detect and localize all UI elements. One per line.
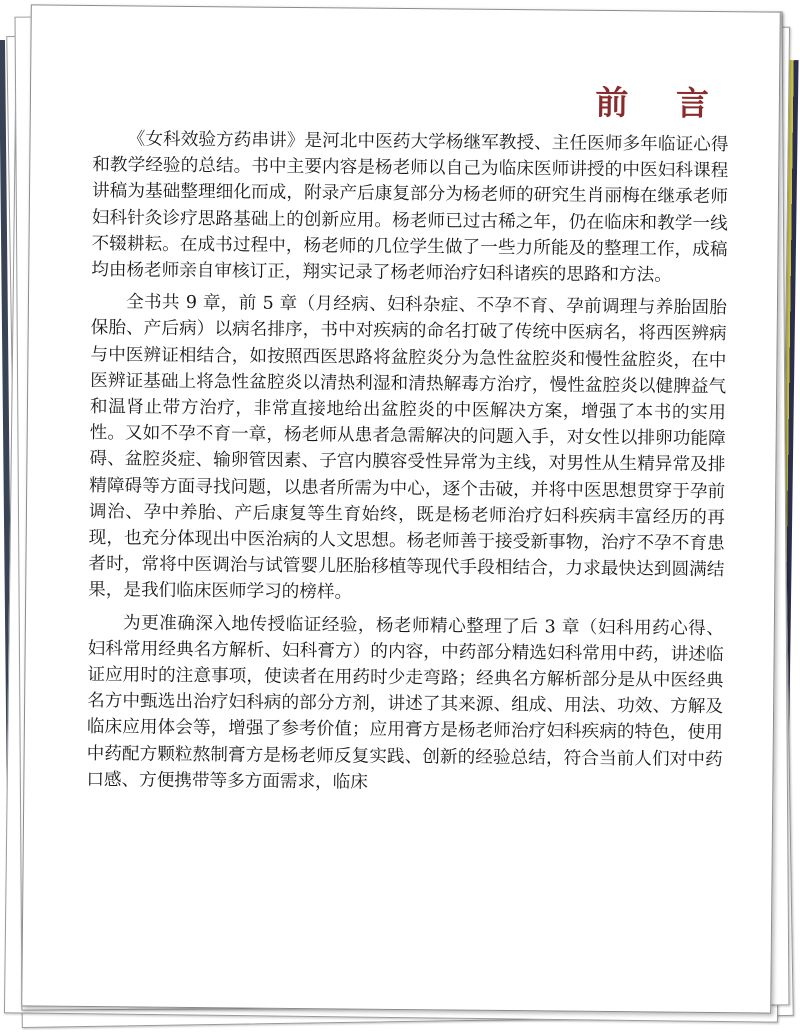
document-page bbox=[21, 4, 781, 1013]
paragraph-2: 全书共 9 章，前 5 章（月经病、妇科杂症、不孕不育、孕前调理与养胎固胎保胎、产后病）以病名排序，书中对疾病的命名打破了传统中医病名，将西医辨病与中医辨证相结合，如按照西医思路将盆腔炎分为急性盆腔炎和慢性盆腔炎，在中医辨证基础上将急性盆腔炎以清热利湿和清热解毒方治疗，慢性盆腔炎以健脾益气和温肾止带方治疗，非常直接地给出盆腔炎的中医解决方案，增强了本书的实用性。又如不孕不育一章，杨老师从患者急需解决的问题入手，对女性以排卵功能障碍、盆腔炎症、输卵管因素、子宫内膜容受性异常为主线，对男性从生精异常及排精障碍等方面寻找问题，以患者所需为中心，逐个击破，并将中医思想贯穿于孕前调治、孕中养胎、产后康复等生育始终，既是杨老师治疗妇科疾病丰富经历的再现，也充分体现出中医治病的人文思想。杨老师善于接受新事物，治疗不孕不育患者时，常将中医调治与试管婴儿胚胎移植等现代手段相结合，力求最快达到圆满结果，是我们临床医师学习的榜样。 bbox=[88, 292, 728, 603]
page-title: 前 言 bbox=[595, 82, 728, 124]
paragraph-1: 《女科效验方药串讲》是河北中医药大学杨继军教授、主任医师多年临证心得和教学经验的总结。书中主要内容是杨老师以自己为临床医师讲授的中医妇科课程讲稿为基础整理细化而成，附录产后康复部分为杨老师的研究生肖丽梅在继承老师妇科针灸诊疗思路基础上的创新应用。杨老师已过古稀之年，仍在临床和教学一线不辍耕耘。在成书过程中，杨老师的几位学生做了一些力所能及的整理工作，成稿均由杨老师亲自审核订正，翔实记录了杨老师治疗妇科诸疾的思路和方法。 bbox=[91, 129, 729, 286]
paragraph-3: 为更准确深入地传授临证经验，杨老师精心整理了后 3 章（妇科用药心得、妇科常用经典名方解析、妇科膏方）的内容，中药部分精选妇科常用中药，讲述临证应用时的注意事项，使读者在用药时少走弯路；经典名方解析部分是从中医经典名方中甄选出治疗妇科病的部分方剂，讲述了其来源、组成、用法、功效、方解及临床应用体会等，增强了参考价值；应用膏方是杨老师治疗妇科疾病的特色，使用中药配方颗粒熬制膏方是杨老师反复实践、创新的经验总结，符合当前人们对中药口感、方便携带等多方面需求，临床 bbox=[86, 612, 724, 793]
page-body bbox=[86, 126, 728, 805]
